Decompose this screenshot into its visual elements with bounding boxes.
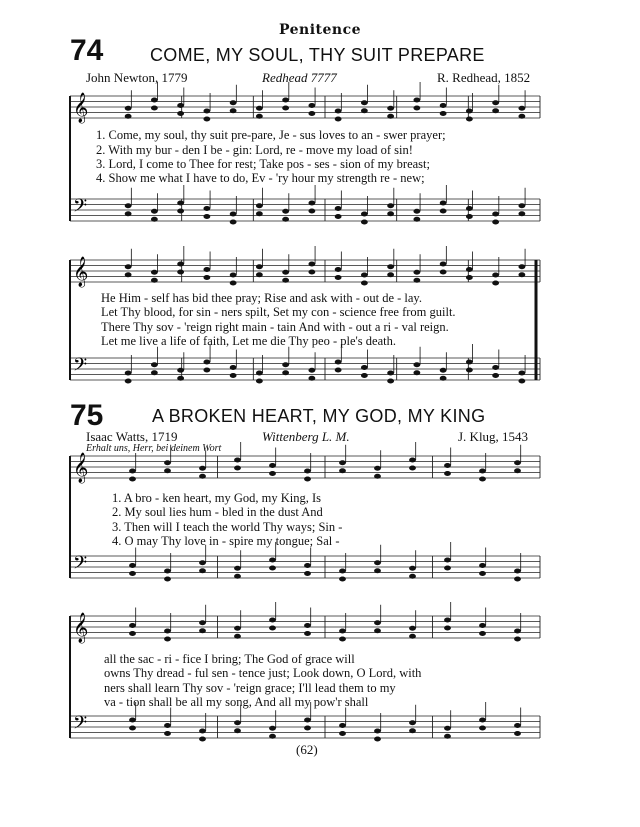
- note-head: [177, 111, 184, 116]
- note-head: [129, 563, 136, 568]
- note-head: [230, 365, 237, 370]
- note-head: [339, 577, 346, 582]
- note-head: [387, 264, 394, 269]
- hymn-composer: J. Klug, 1543: [458, 429, 529, 444]
- note-head: [177, 201, 184, 206]
- note-head: [440, 368, 447, 373]
- note-head: [466, 267, 473, 272]
- note-head: [492, 281, 499, 286]
- note-head: [304, 571, 311, 576]
- note-head: [518, 371, 525, 376]
- note-head: [308, 111, 315, 116]
- note-head: [308, 209, 315, 214]
- hymn-tune: Wittenberg L. M.: [262, 429, 350, 444]
- lyric-line: ners shall learn Thy sov - 'reign grace; I'll lead them to my: [104, 681, 396, 695]
- note-head: [440, 201, 447, 206]
- note-head: [518, 379, 525, 384]
- lyric-line: owns Thy dread - ful sen - tence just; Look down, O Lord, with: [104, 666, 422, 680]
- note-head: [466, 117, 473, 122]
- note-head: [387, 371, 394, 376]
- note-head: [514, 460, 521, 465]
- note-head: [387, 114, 394, 119]
- note-head: [282, 362, 289, 367]
- note-head: [387, 272, 394, 277]
- note-head: [203, 275, 210, 280]
- note-head: [374, 466, 381, 471]
- note-head: [269, 734, 276, 739]
- note-head: [444, 618, 451, 623]
- note-head: [444, 566, 451, 571]
- bass-clef: 𝄢: [73, 196, 88, 221]
- note-head: [125, 106, 132, 111]
- note-head: [269, 626, 276, 631]
- note-head: [151, 98, 158, 103]
- note-head: [164, 629, 171, 634]
- note-head: [151, 217, 158, 222]
- note-head: [203, 117, 210, 122]
- note-head: [125, 379, 132, 384]
- note-head: [387, 203, 394, 208]
- note-head: [440, 376, 447, 381]
- note-head: [203, 360, 210, 365]
- note-head: [466, 214, 473, 219]
- note-head: [361, 220, 368, 225]
- note-head: [335, 267, 342, 272]
- note-head: [234, 728, 241, 733]
- note-head: [256, 106, 263, 111]
- hymn-subtitle: Erhalt uns, Herr, bei deinem Wort: [86, 443, 222, 454]
- note-head: [256, 211, 263, 216]
- note-head: [164, 577, 171, 582]
- hymn-author: John Newton, 1779: [86, 70, 188, 85]
- note-head: [234, 574, 241, 579]
- note-head: [199, 620, 206, 625]
- note-head: [199, 474, 206, 479]
- hymn-title: A BROKEN HEART, MY GOD, MY KING: [152, 406, 486, 426]
- note-head: [269, 618, 276, 623]
- note-head: [374, 737, 381, 742]
- note-head: [125, 114, 132, 119]
- note-head: [374, 474, 381, 479]
- note-head: [387, 211, 394, 216]
- note-head: [479, 623, 486, 628]
- note-head: [304, 477, 311, 482]
- lyric-line: 2. My soul lies hum - bled in the dust And: [112, 505, 323, 519]
- treble-clef: 𝄞: [73, 453, 89, 483]
- note-head: [234, 626, 241, 631]
- note-head: [444, 558, 451, 563]
- note-head: [413, 278, 420, 283]
- note-head: [151, 362, 158, 367]
- note-head: [230, 373, 237, 378]
- note-head: [129, 718, 136, 723]
- note-head: [177, 209, 184, 214]
- note-head: [514, 629, 521, 634]
- bass-clef: 𝄢: [73, 355, 88, 380]
- note-head: [339, 460, 346, 465]
- note-head: [374, 620, 381, 625]
- note-head: [374, 729, 381, 734]
- note-head: [466, 275, 473, 280]
- lyric-line: 3. Then will I teach the world Thy ways; Sin -: [112, 520, 343, 534]
- note-head: [164, 460, 171, 465]
- note-head: [304, 718, 311, 723]
- note-head: [361, 365, 368, 370]
- note-head: [269, 558, 276, 563]
- note-head: [479, 726, 486, 731]
- note-head: [230, 212, 237, 217]
- treble-clef: 𝄞: [73, 93, 89, 123]
- hymn-number: 75: [70, 399, 104, 432]
- note-head: [199, 560, 206, 565]
- note-head: [518, 264, 525, 269]
- note-head: [164, 731, 171, 736]
- note-head: [413, 362, 420, 367]
- note-head: [514, 468, 521, 473]
- note-head: [518, 211, 525, 216]
- note-head: [361, 108, 368, 113]
- note-head: [335, 368, 342, 373]
- treble-clef: 𝄞: [73, 613, 89, 643]
- note-head: [409, 466, 416, 471]
- lyric-line: Let Thy blood, for sin - ners spilt, Set my con - science free from guilt.: [101, 305, 456, 319]
- note-head: [177, 368, 184, 373]
- note-head: [409, 728, 416, 733]
- note-head: [177, 376, 184, 381]
- note-head: [203, 206, 210, 211]
- note-head: [444, 463, 451, 468]
- note-head: [129, 469, 136, 474]
- bass-clef: 𝄢: [73, 553, 88, 578]
- note-head: [308, 270, 315, 275]
- note-head: [199, 466, 206, 471]
- note-head: [129, 623, 136, 628]
- note-head: [413, 106, 420, 111]
- note-head: [339, 723, 346, 728]
- note-head: [151, 270, 158, 275]
- note-head: [234, 634, 241, 639]
- note-head: [256, 371, 263, 376]
- note-head: [234, 720, 241, 725]
- note-head: [304, 631, 311, 636]
- note-head: [282, 106, 289, 111]
- note-head: [199, 628, 206, 633]
- note-head: [129, 631, 136, 636]
- note-head: [374, 568, 381, 573]
- note-head: [361, 273, 368, 278]
- note-head: [256, 379, 263, 384]
- note-head: [230, 281, 237, 286]
- note-head: [151, 370, 158, 375]
- section-heading: Penitence: [278, 22, 362, 38]
- note-head: [282, 98, 289, 103]
- note-head: [164, 637, 171, 642]
- note-head: [308, 201, 315, 206]
- note-head: [282, 217, 289, 222]
- note-head: [282, 278, 289, 283]
- note-head: [409, 626, 416, 631]
- lyric-line: 1. Come, my soul, thy suit pre-pare, Je - sus loves to an - swer prayer;: [96, 128, 446, 142]
- note-head: [444, 726, 451, 731]
- note-head: [413, 217, 420, 222]
- note-head: [151, 209, 158, 214]
- note-head: [125, 371, 132, 376]
- note-head: [177, 262, 184, 267]
- note-head: [203, 267, 210, 272]
- note-head: [518, 272, 525, 277]
- note-head: [177, 270, 184, 275]
- note-head: [479, 718, 486, 723]
- note-head: [125, 272, 132, 277]
- note-head: [361, 212, 368, 217]
- note-head: [479, 571, 486, 576]
- note-head: [413, 270, 420, 275]
- lyric-line: 4. O may Thy love in - spire my tongue; Sal -: [112, 534, 340, 548]
- lyric-line: va - tion shall be all my song, And all my pow'r shall: [104, 695, 369, 709]
- note-head: [518, 203, 525, 208]
- note-head: [308, 103, 315, 108]
- note-head: [230, 273, 237, 278]
- lyric-line: 2. With my bur - den I be - gin: Lord, re - move my load of sin!: [96, 143, 413, 157]
- note-head: [514, 569, 521, 574]
- note-head: [308, 262, 315, 267]
- note-head: [374, 628, 381, 633]
- note-head: [492, 100, 499, 105]
- note-head: [282, 270, 289, 275]
- hymn-author: Isaac Watts, 1719: [86, 429, 178, 444]
- note-head: [335, 109, 342, 114]
- note-head: [479, 469, 486, 474]
- note-head: [444, 626, 451, 631]
- note-head: [269, 471, 276, 476]
- note-head: [479, 631, 486, 636]
- note-head: [339, 569, 346, 574]
- note-head: [409, 566, 416, 571]
- note-head: [466, 368, 473, 373]
- note-head: [440, 209, 447, 214]
- note-head: [230, 100, 237, 105]
- note-head: [440, 111, 447, 116]
- note-head: [518, 106, 525, 111]
- note-head: [361, 281, 368, 286]
- note-head: [164, 569, 171, 574]
- note-head: [125, 203, 132, 208]
- note-head: [514, 637, 521, 642]
- note-head: [203, 368, 210, 373]
- lyric-line: 4. Show me what I have to do, Ev - 'ry hour my strength re - new;: [96, 171, 425, 185]
- note-head: [492, 212, 499, 217]
- hymn-composer: R. Redhead, 1852: [437, 70, 531, 85]
- note-head: [304, 469, 311, 474]
- hymn-tune: Redhead 7777: [262, 70, 337, 85]
- note-head: [409, 574, 416, 579]
- note-head: [444, 471, 451, 476]
- note-head: [129, 571, 136, 576]
- note-head: [335, 214, 342, 219]
- note-head: [125, 264, 132, 269]
- note-head: [374, 560, 381, 565]
- lyric-line: all the sac - ri - fice I bring; The God of grace will: [104, 652, 355, 666]
- note-head: [335, 275, 342, 280]
- note-head: [492, 108, 499, 113]
- note-head: [234, 458, 241, 463]
- hymn-number: 74: [70, 34, 104, 67]
- note-head: [479, 477, 486, 482]
- note-head: [444, 734, 451, 739]
- note-head: [177, 103, 184, 108]
- lyric-line: 3. Lord, I come to Thee for rest; Take pos - ses - sion of my breast;: [96, 157, 430, 171]
- note-head: [514, 723, 521, 728]
- note-head: [361, 373, 368, 378]
- note-head: [339, 731, 346, 736]
- note-head: [413, 98, 420, 103]
- lyric-line: There Thy sov - 'reign right main - tain And with - out a ri - val reign.: [101, 320, 449, 334]
- note-head: [387, 379, 394, 384]
- note-head: [514, 731, 521, 736]
- lyric-line: 1. A bro - ken heart, my God, my King, Is: [112, 491, 322, 505]
- note-head: [234, 466, 241, 471]
- note-head: [339, 637, 346, 642]
- note-head: [335, 206, 342, 211]
- note-head: [339, 468, 346, 473]
- note-head: [269, 463, 276, 468]
- note-head: [256, 272, 263, 277]
- note-head: [466, 109, 473, 114]
- note-head: [514, 577, 521, 582]
- note-head: [282, 370, 289, 375]
- note-head: [151, 106, 158, 111]
- hymn-title: COME, MY SOUL, THY SUIT PREPARE: [150, 45, 485, 65]
- note-head: [413, 209, 420, 214]
- note-head: [282, 209, 289, 214]
- note-head: [308, 376, 315, 381]
- note-head: [269, 566, 276, 571]
- note-head: [203, 109, 210, 114]
- note-head: [466, 360, 473, 365]
- note-head: [304, 623, 311, 628]
- note-head: [479, 563, 486, 568]
- note-head: [203, 214, 210, 219]
- note-head: [308, 368, 315, 373]
- note-head: [151, 278, 158, 283]
- note-head: [466, 206, 473, 211]
- page-number: (62): [296, 742, 318, 757]
- note-head: [256, 114, 263, 119]
- note-head: [409, 720, 416, 725]
- note-head: [440, 103, 447, 108]
- note-head: [335, 117, 342, 122]
- note-head: [492, 365, 499, 370]
- note-head: [129, 726, 136, 731]
- note-head: [230, 220, 237, 225]
- note-head: [269, 726, 276, 731]
- note-head: [129, 477, 136, 482]
- note-head: [199, 568, 206, 573]
- note-head: [164, 723, 171, 728]
- note-head: [234, 566, 241, 571]
- note-head: [304, 563, 311, 568]
- note-head: [199, 737, 206, 742]
- note-head: [492, 273, 499, 278]
- note-head: [164, 468, 171, 473]
- note-head: [387, 106, 394, 111]
- note-head: [413, 370, 420, 375]
- note-head: [361, 100, 368, 105]
- lyric-line: Let me live a life of faith, Let me die Thy peo - ple's death.: [101, 334, 396, 348]
- note-head: [304, 726, 311, 731]
- note-head: [256, 203, 263, 208]
- bass-clef: 𝄢: [73, 713, 88, 738]
- note-head: [230, 108, 237, 113]
- note-head: [440, 270, 447, 275]
- note-head: [409, 634, 416, 639]
- note-head: [339, 629, 346, 634]
- note-head: [199, 729, 206, 734]
- note-head: [492, 220, 499, 225]
- note-head: [256, 264, 263, 269]
- lyric-line: He Him - self has bid thee pray; Rise and ask with - out de - lay.: [101, 291, 422, 305]
- note-head: [492, 373, 499, 378]
- note-head: [409, 458, 416, 463]
- note-head: [335, 360, 342, 365]
- note-head: [518, 114, 525, 119]
- note-head: [440, 262, 447, 267]
- note-head: [125, 211, 132, 216]
- treble-clef: 𝄞: [73, 257, 89, 287]
